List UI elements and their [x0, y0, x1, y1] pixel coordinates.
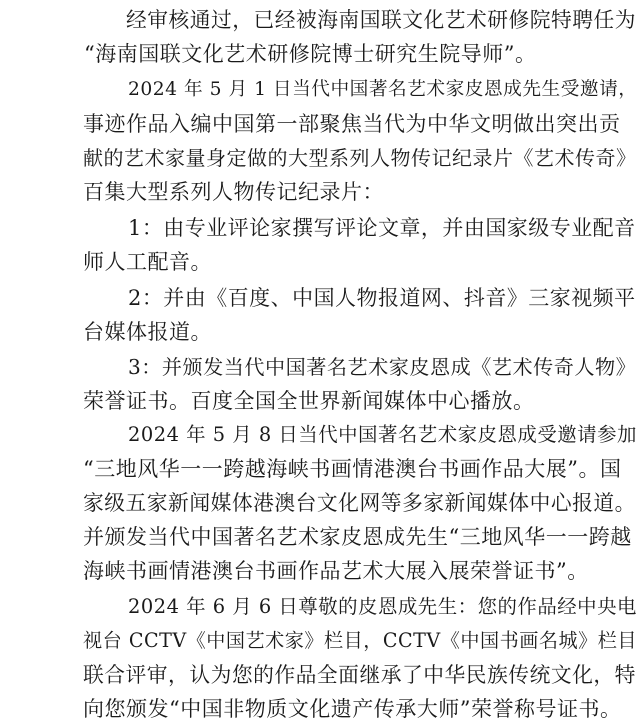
text-line: 向您颁发“中国非物质文化遗产传承大师”荣誉称号证书。 — [83, 697, 622, 721]
text-line: 献的艺术家量身定做的大型系列人物传记纪录片《艺术传奇》 — [83, 146, 637, 170]
text-line: 事迹作品入编中国第一部聚焦当代为中华文明做出突出贡 — [83, 112, 621, 136]
text-line: 1：由专业评论家撰写评论文章，并由国家级专业配音 — [128, 216, 636, 240]
text-line: 2024 年 5 月 1 日当代中国著名艺术家皮恩成先生受邀请， — [128, 79, 638, 100]
text-line: 2024 年 6 月 6 日尊敬的皮恩成先生：您的作品经中央电 — [128, 595, 637, 618]
text-line: 师人工配音。 — [83, 250, 212, 274]
text-line: 百集大型系列人物传记纪录片： — [83, 180, 384, 204]
text-line: “三地风华一一跨越海峡书画情港澳台书画作品大展”。国 — [83, 457, 622, 481]
text-line: 2：并由《百度、中国人物报道网、抖音》三家视频平 — [128, 286, 636, 310]
text-line: 3：并颁发当代中国著名艺术家皮恩成《艺术传奇人物》 — [128, 355, 637, 379]
text-line: 荣誉证书。百度全国全世界新闻媒体中心播放。 — [83, 389, 535, 413]
text-line: 视台 CCTV《中国艺术家》栏目，CCTV《中国书画名城》栏目 — [83, 629, 637, 652]
text-line: 2024 年 5 月 8 日当代中国著名艺术家皮恩成受邀请参加 — [128, 423, 637, 446]
text-line: 并颁发当代中国著名艺术家皮恩成先生“三地风华一一跨越 — [83, 525, 632, 549]
text-line: 联合评审，认为您的作品全面继承了中华民族传统文化，特 — [83, 663, 636, 687]
text-line: 海峡书画情港澳台书画作品艺术大展入展荣誉证书”。 — [83, 559, 589, 583]
text-line: 台媒体报道。 — [83, 320, 212, 344]
text-line: 家级五家新闻媒体港澳台文化网等多家新闻媒体中心报道。 — [83, 491, 636, 515]
text-line: 经审核通过，已经被海南国联文化艺术研修院特聘任为 — [126, 8, 637, 32]
text-line: “海南国联文化艺术研修院博士研究生院导师”。 — [84, 42, 537, 66]
